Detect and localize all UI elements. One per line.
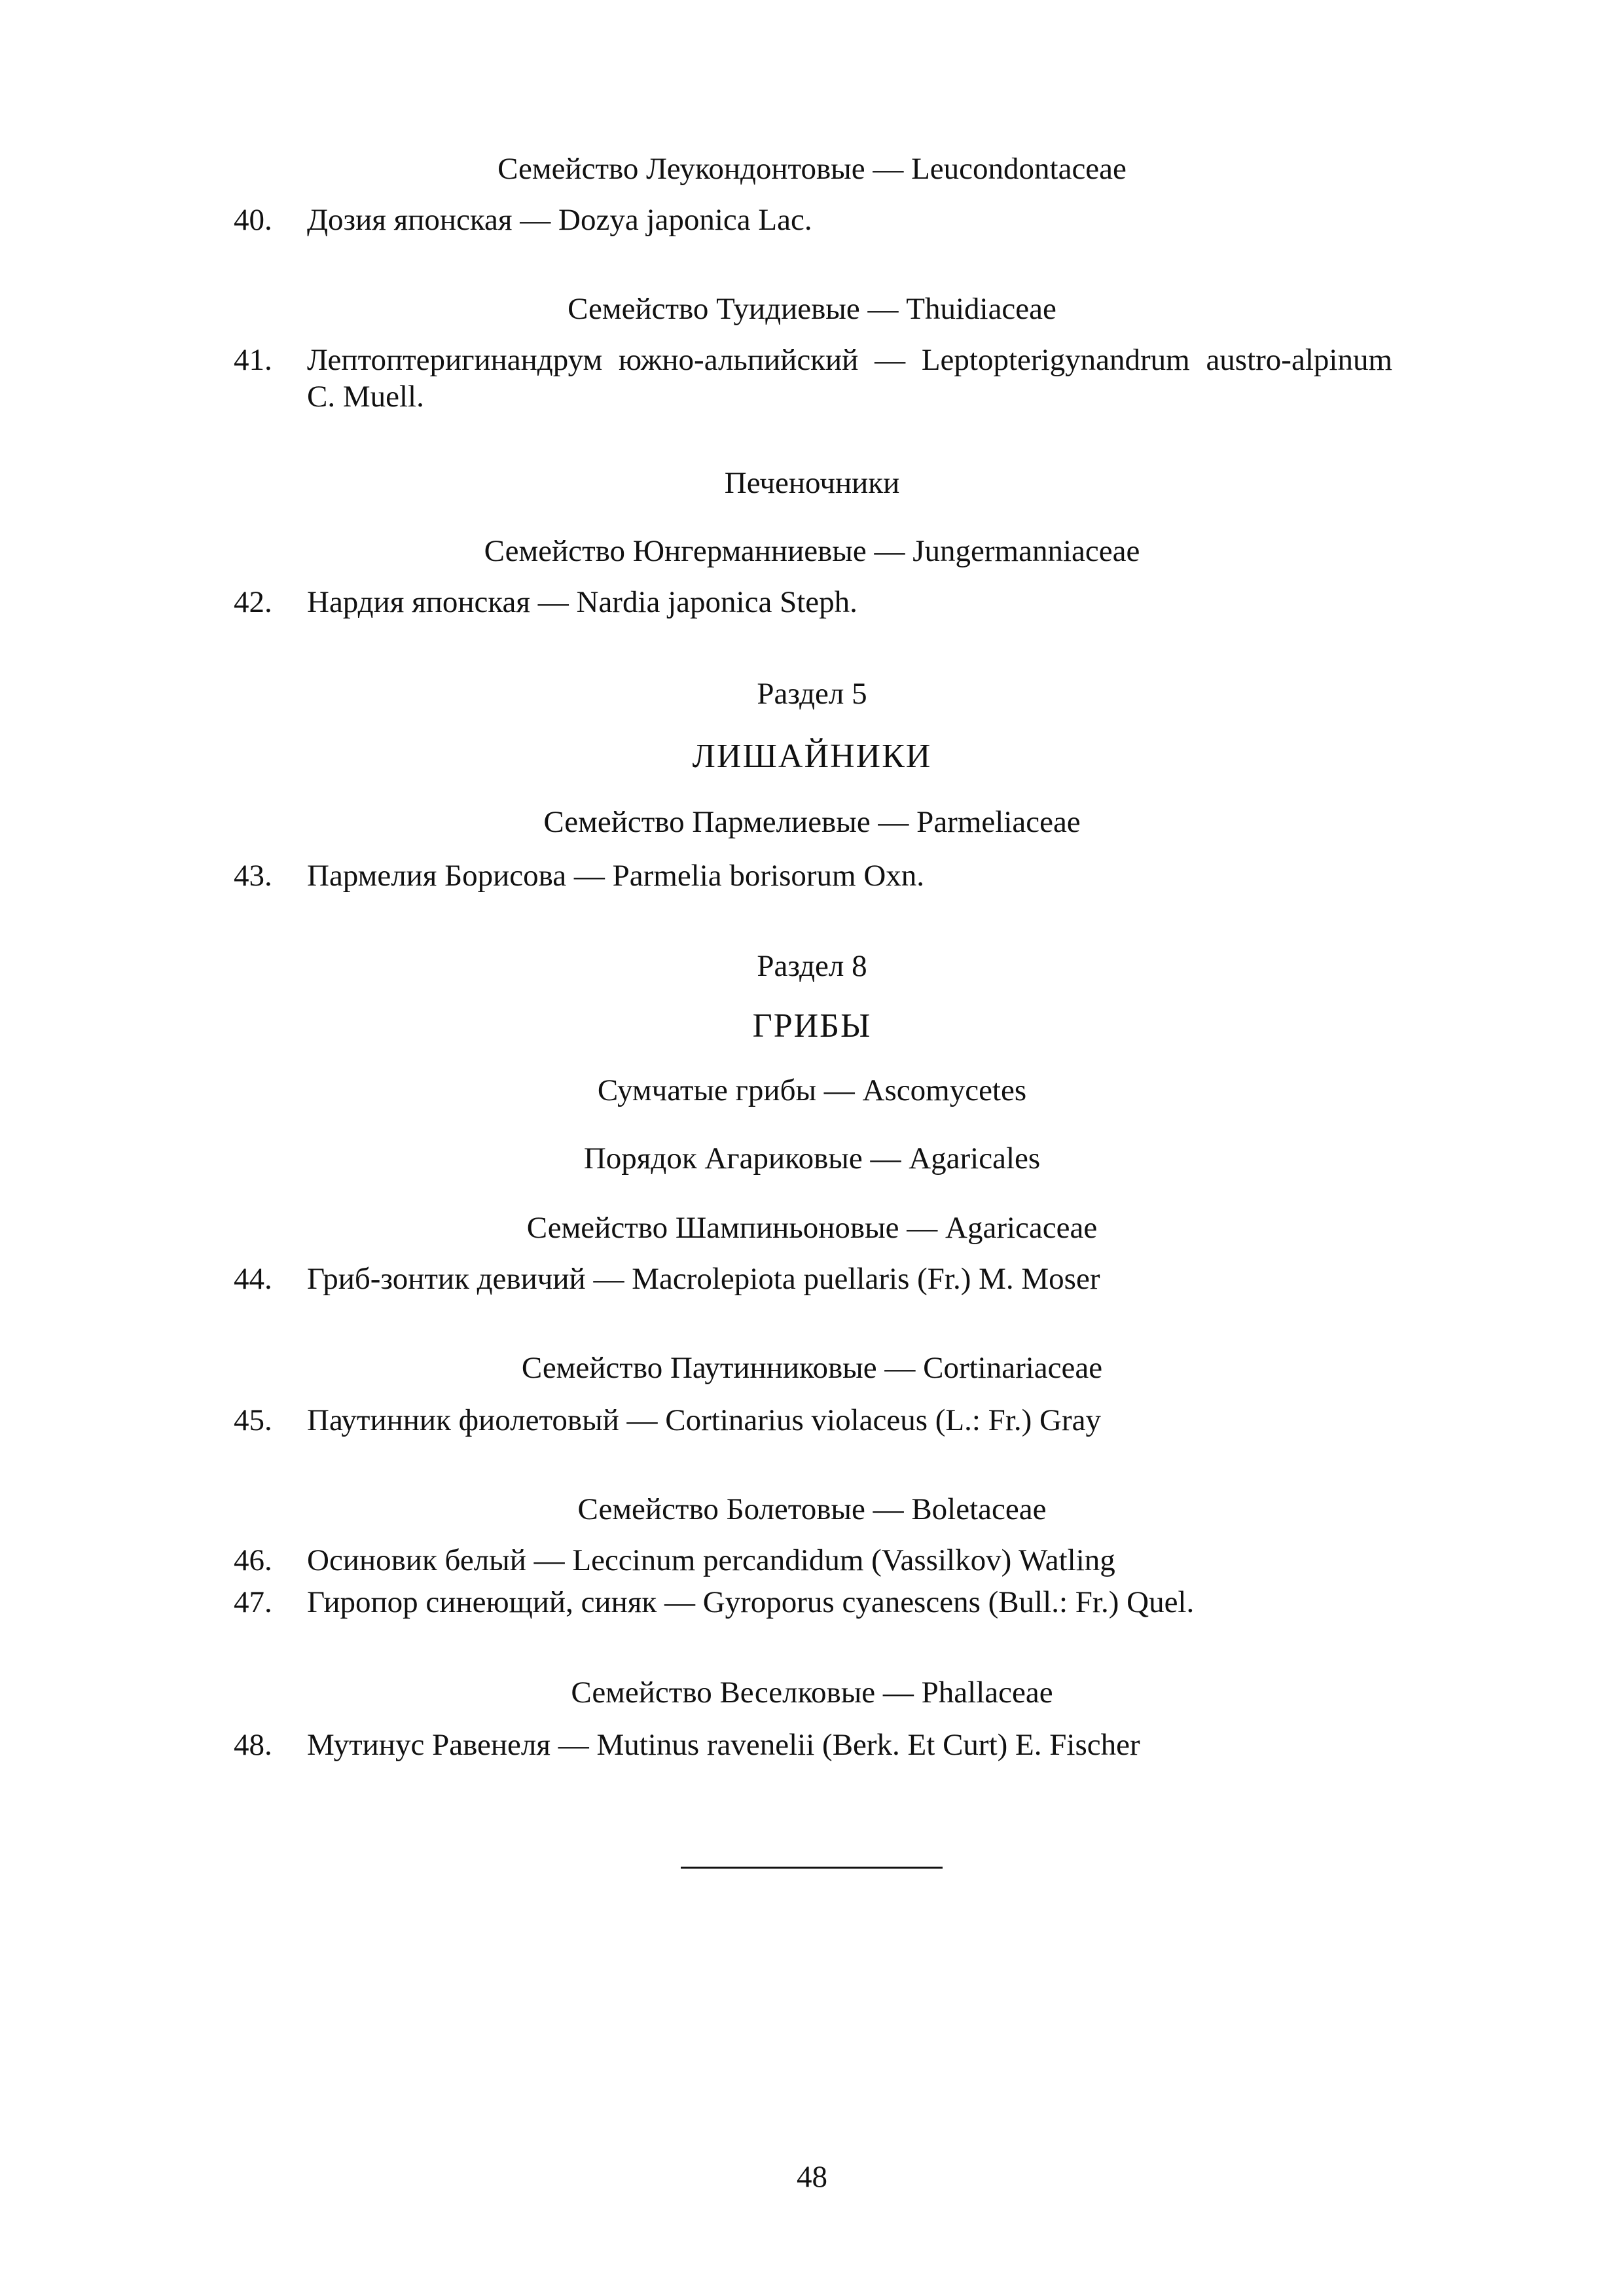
species-entry-42 <box>234 584 1392 620</box>
section-label-5: Раздел 5 <box>757 677 867 711</box>
entry-number: 41. <box>234 343 272 377</box>
family-heading-cortinariaceae: Семейство Паутинниковые — Cortinariaceae <box>521 1351 1103 1385</box>
species-entry-48 <box>234 1727 1392 1763</box>
entry-text: Дозия японская — Dozya japonica Lac. <box>307 203 812 237</box>
species-entry-41 <box>234 342 1392 415</box>
family-heading-thuidiaceae: Семейство Туидиевые — Thuidiaceae <box>568 292 1056 326</box>
entry-number: 43. <box>234 859 272 893</box>
entry-text: Гриб-зонтик девичий — Macrolepiota puellaris (Fr.) M. Moser <box>307 1262 1100 1296</box>
entry-number: 42. <box>234 585 272 619</box>
section-title-lichens: ЛИШАЙНИКИ <box>692 738 932 775</box>
entry-text: Паутинник фиолетовый — Cortinarius violaceus (L.: Fr.) Gray <box>307 1403 1101 1437</box>
entry-text: Осиновик белый — Leccinum percandidum (Vassilkov) Watling <box>307 1543 1115 1577</box>
entry-number: 47. <box>234 1585 272 1619</box>
entry-number: 48. <box>234 1728 272 1762</box>
entry-text: Лептоптеригинандрум южно-альпийский — Leptopterigynandrum austro-alpinum C. Muell. <box>307 343 1392 414</box>
family-heading-boletaceae: Семейство Болетовые — Boletaceae <box>577 1492 1047 1526</box>
entry-text: Пармелия Борисова — Parmelia borisorum Oxn. <box>307 859 925 893</box>
species-entry-47 <box>234 1584 1392 1621</box>
end-rule <box>681 1867 943 1869</box>
family-heading-agaricaceae: Семейство Шампиньоновые — Agaricaceae <box>526 1211 1098 1245</box>
species-entry-45 <box>234 1402 1392 1439</box>
entry-text: Мутинус Равенеля — Mutinus ravenelii (Berk. Et Curt) E. Fischer <box>307 1728 1140 1762</box>
section-title-fungi: ГРИБЫ <box>752 1007 872 1045</box>
section-label-8: Раздел 8 <box>757 949 867 983</box>
order-heading-agaricales: Порядок Агариковые — Agaricales <box>583 1141 1041 1175</box>
family-heading-jungermanniaceae: Семейство Юнгерманниевые — Jungermanniaceae <box>484 534 1140 568</box>
class-heading-ascomycetes: Сумчатые грибы — Ascomycetes <box>597 1073 1027 1107</box>
entry-number: 45. <box>234 1403 272 1437</box>
entry-number: 44. <box>234 1262 272 1296</box>
page-number: 48 <box>797 2160 827 2194</box>
family-heading-phallaceae: Семейство Веселковые — Phallaceae <box>571 1676 1053 1710</box>
family-heading-leucondontaceae: Семейство Леукондонтовые — Leucondontaceae <box>497 152 1127 186</box>
family-heading-parmeliaceae: Семейство Пармелиевые — Parmeliaceae <box>543 805 1081 839</box>
group-heading-liverworts: Печеночники <box>724 466 900 500</box>
species-entry-44 <box>234 1261 1392 1297</box>
species-entry-40 <box>234 202 1392 238</box>
species-entry-46 <box>234 1542 1392 1579</box>
entry-text: Гиропор синеющий, синяк — Gyroporus cyanescens (Bull.: Fr.) Quel. <box>307 1585 1195 1619</box>
entry-number: 46. <box>234 1543 272 1577</box>
entry-number: 40. <box>234 203 272 237</box>
entry-text: Нардия японская — Nardia japonica Steph. <box>307 585 857 619</box>
species-entry-43 <box>234 857 1392 894</box>
